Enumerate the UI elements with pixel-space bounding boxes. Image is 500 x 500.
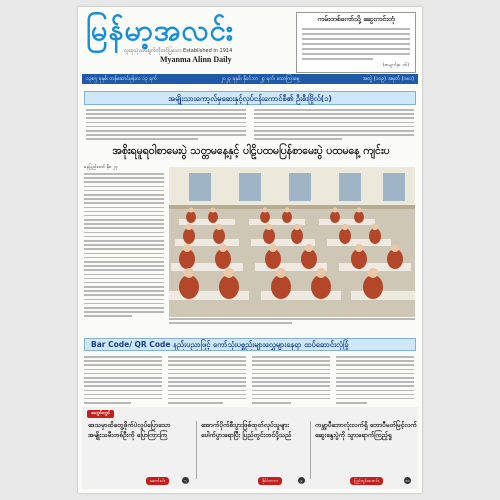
inside-pages-teasers [82, 407, 418, 489]
toc-text-line [302, 48, 410, 50]
toc-text-line [302, 58, 373, 60]
teaser-1-text: ဒေသမှာထိတွေ့ဖိုက်ပဲလှုပ်ပြောသော အမျိုးသမီးတစ်ဦးကို ပြောကြားကြ [88, 421, 171, 439]
top-story-column-left [86, 109, 246, 143]
toc-title: ကမ်းတစ်ကော်သို့ ဆွေးကင်းတုံ [317, 15, 395, 23]
dateline-bar [82, 74, 418, 84]
barcode-story-headline: Bar Code/ QR Code နည်းပညာဖြင့် ကော်သုံးပစ္စည်းများလွှေများနေရာ ထပ်ဆောင်းလုံခြုံ [84, 338, 416, 351]
toc-footer: (စာမျက်နှာ ၁၆) [382, 63, 409, 68]
masthead-english-name: Myanma Alinn Daily [160, 55, 232, 64]
newspaper-front-page [78, 7, 422, 493]
masthead-established: လူထုသုံးသပ်ချက်ကိုတင်ပြသော Established in 1914 [124, 48, 233, 54]
teaser-3-page-number: ၁၀ [405, 478, 410, 483]
table-of-contents-box [296, 12, 416, 73]
teaser-3-text: ကမ္ဘာ့ပီဘောလုံးလက်ရှိ ဘောပီမတ်မြင့်လက် ဆွေးနွေးပွဲကို သွားရောက်ကြည့်ရှု [315, 421, 417, 439]
exam-hall-photo-image [169, 167, 415, 317]
inside-label: အတွင်းတွင် [87, 410, 114, 418]
masthead-title: မြန်မာ့အလင်း [86, 13, 235, 47]
dateline-myanmar-date: ၁၃၈၅ ခုနှစ်၊ တန်ဆောင်မုန်းလ ၁၃ ရက် [86, 76, 158, 82]
main-headline: အစိုးရမူရဝါစာမေးပွဲ သတ္တမနေ့နှင့် ပါဠိပထမပြန်စာမေးပွဲ ပထမနေ့ ကျင်းပ [112, 145, 390, 157]
toc-text-line [302, 33, 410, 35]
main-story-byline: နေပြည်တော် နို၀ ၂၃ [84, 165, 118, 170]
exam-hall-photo [169, 167, 415, 317]
teaser-2-text: အောက်ပိုက်စီးပွားဖြစ်ထုတ်လုပ်သူများ ပေါက်ပွားရောပြီး ပြည်တွင်းတင်ပို့သည် [201, 421, 292, 439]
teaser-divider [310, 421, 311, 479]
teaser-2[interactable] [201, 420, 305, 440]
teaser-2-section-tag: နိုင်ငံတကာ [258, 477, 282, 485]
toc-text-line [302, 53, 410, 55]
barcode-story-column-3 [252, 356, 330, 406]
dateline-gregorian-date: ၂၀၂၃ ခုနှစ်၊ နိုဝင်ဘာ ၂၄ ရက်၊ သောကြာနေ့ [220, 76, 300, 82]
main-story-column [84, 173, 164, 320]
masthead [86, 13, 291, 65]
teaser-3-section-tag: ပြည်တွင်းသတင်း [350, 477, 383, 485]
top-story-column-right [254, 109, 414, 143]
toc-text-line [302, 38, 410, 40]
dateline-volume: အတွဲ (၁၀၉) အမှတ် (၁၈၁) [362, 76, 414, 82]
teaser-3[interactable] [315, 420, 419, 440]
teaser-2-page-number: ၉ [298, 477, 305, 484]
toc-text-line [302, 28, 410, 30]
barcode-story-column-4 [336, 356, 414, 406]
teaser-1-page-number: ၅ [182, 477, 189, 484]
barcode-story-column-1 [84, 356, 162, 406]
photo-caption [169, 318, 415, 326]
teaser-1-section-tag: ဆောင်းပါး [146, 477, 169, 485]
top-story-headline: အမျိုးသားကော့လ်မှဆေးနှင့်လုပ်ငန်းကောင်စီ၏ ဦးစီးဗြိုလ်(၁) [84, 91, 416, 105]
teaser-1[interactable] [88, 420, 192, 440]
toc-text-line [302, 43, 410, 45]
barcode-story-column-2 [168, 356, 246, 406]
teaser-divider [196, 421, 197, 479]
